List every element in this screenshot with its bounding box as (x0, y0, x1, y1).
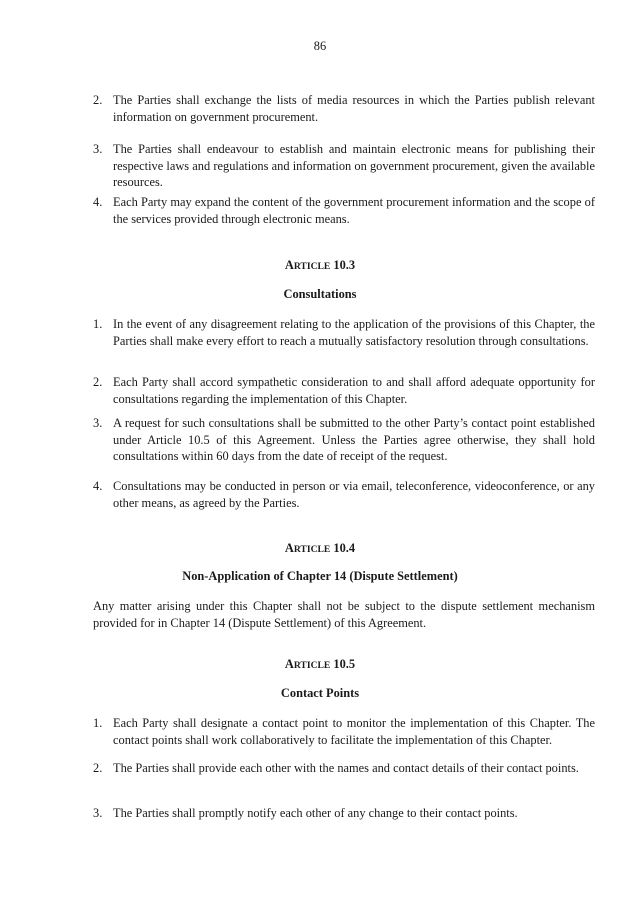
article-label-initial: A (284, 541, 294, 555)
article-label-initial: A (284, 657, 294, 671)
item-number: 3. (93, 416, 103, 430)
article-label-rest: RTICLE (293, 660, 331, 671)
list-item (93, 760, 595, 777)
item-text: The Parties shall promptly notify each other of any change to their contact points. (113, 806, 518, 820)
item-number: 3. (93, 142, 103, 156)
article-number: 10.4 (333, 541, 356, 555)
item-text: The Parties shall provide each other with the names and contact details of their contact points. (113, 761, 579, 775)
item-text: Each Party may expand the content of the government procurement information and the scope of the services provided through electronic means. (113, 195, 595, 226)
item-number: 1. (93, 716, 103, 730)
article-number: 10.3 (333, 258, 356, 272)
item-number: 2. (93, 761, 103, 775)
item-number: 2. (93, 375, 103, 389)
list-item (93, 194, 595, 227)
item-number: 1. (93, 317, 103, 331)
item-text: In the event of any disagreement relating to the application of the provisions of this Chapter, the Parties shall make every effort to reach a mutually satisfactory resolution through consultations. (113, 317, 595, 348)
list-item (93, 92, 595, 125)
article-paragraph: Any matter arising under this Chapter shall not be subject to the dispute settlement mechanism provided for in Chapter 14 (Dispute Settlement) of this Agreement. (93, 599, 595, 630)
article-label-rest: RTICLE (293, 261, 331, 272)
article-label-rest: RTICLE (293, 544, 331, 555)
list-item (93, 316, 595, 349)
article-title: Contact Points (280, 686, 360, 700)
article-number: 10.5 (333, 657, 356, 671)
item-number: 2. (93, 93, 103, 107)
item-number: 3. (93, 806, 103, 820)
item-text: Each Party shall accord sympathetic consideration to and shall afford adequate opportunity for consultations regarding the implementation of this Chapter. (113, 375, 595, 406)
list-item (93, 478, 595, 511)
list-item (93, 415, 595, 465)
article-heading (0, 656, 640, 675)
article-heading (0, 257, 640, 276)
article-heading (0, 540, 640, 559)
article-title: Consultations (283, 287, 357, 301)
item-text: Consultations may be conducted in person or via email, teleconference, videoconference, or any other means, as agreed by the Parties. (113, 479, 595, 510)
article-title: Non-Application of Chapter 14 (Dispute Settlement) (182, 569, 458, 583)
list-item (93, 141, 595, 191)
list-item (93, 805, 595, 822)
page-number: 86 (313, 39, 327, 53)
item-number: 4. (93, 195, 103, 209)
item-text: The Parties shall exchange the lists of media resources in which the Parties publish relevant information on government procurement. (113, 93, 595, 124)
article-label-initial: A (284, 258, 294, 272)
item-number: 4. (93, 479, 103, 493)
item-text: Each Party shall designate a contact point to monitor the implementation of this Chapter. The contact points shall work collaboratively to facilitate the implementation of this Chapter. (113, 716, 595, 747)
list-item (93, 374, 595, 407)
item-text: A request for such consultations shall be submitted to the other Party’s contact point established under Article 10.5 of this Agreement. Unless the Parties agree otherwise, they shall hold consultations within 60 days from the date of receipt of the request. (113, 416, 595, 464)
item-text: The Parties shall endeavour to establish and maintain electronic means for publishing their respective laws and regulations and information on government procurement, given the available resources. (113, 142, 595, 190)
list-item (93, 715, 595, 748)
